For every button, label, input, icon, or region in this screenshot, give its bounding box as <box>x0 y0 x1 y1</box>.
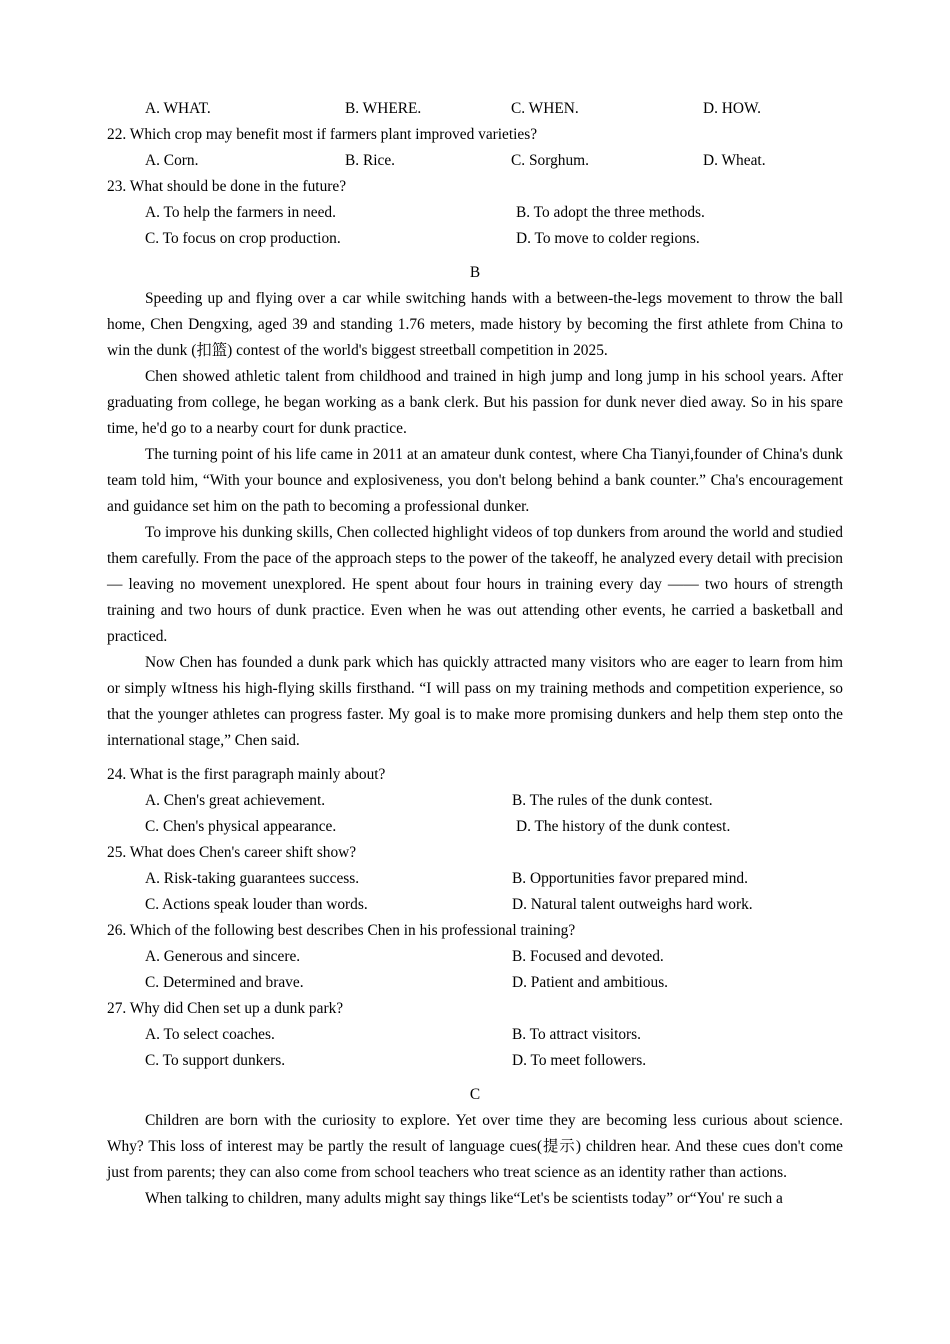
question-26-options-row-2 <box>107 970 843 996</box>
option-d[interactable]: D. To move to colder regions. <box>516 230 700 247</box>
passage-b-paragraph-2: Chen showed athletic talent from childhood and trained in high jump and long jump in his school years. After graduating from college, he began working as a bank clerk. But his passion for dunk never died away. So in his spare time, he'd go to a nearby court for dunk practice. <box>107 368 843 437</box>
option-c[interactable]: C. Determined and brave. <box>145 974 304 991</box>
question-25-options-row-1 <box>107 866 843 892</box>
option-d[interactable]: D. To meet followers. <box>512 1052 647 1069</box>
passage-b-paragraph-5: Now Chen has founded a dunk park which has quickly attracted many visitors who are eager to learn from him or simply wItness his high-flying skills firsthand. “I will pass on my training methods and competition experience, so that the younger athletes can progress faster. My goal is to make more promising dunkers and help them step onto the international stage,” Chen said. <box>107 654 843 749</box>
passage-c-paragraph-2: When talking to children, many adults might say things like“Let's be scientists today” or“You' re such a <box>145 1190 783 1207</box>
option-c[interactable]: C. To support dunkers. <box>145 1052 286 1069</box>
question-26-stem: 26. Which of the following best describes Chen in his professional training? <box>107 922 576 939</box>
option-c[interactable]: C. To focus on crop production. <box>145 230 341 247</box>
question-24-options-row-2 <box>107 814 843 840</box>
option-d[interactable]: D. Natural talent outweighs hard work. <box>512 896 753 913</box>
option-b[interactable]: B. To attract visitors. <box>512 1026 642 1043</box>
option-a[interactable]: A. To help the farmers in need. <box>145 204 336 221</box>
option-d[interactable]: D. HOW. <box>703 100 761 117</box>
question-22-options-row <box>107 148 843 174</box>
page-content <box>107 96 843 1212</box>
question-27-stem: 27. Why did Chen set up a dunk park? <box>107 1000 344 1017</box>
option-a[interactable]: A. Chen's great achievement. <box>145 792 326 809</box>
passage-b-letter: B <box>469 264 481 281</box>
option-a[interactable]: A. To select coaches. <box>145 1026 275 1043</box>
option-b[interactable]: B. Opportunities favor prepared mind. <box>512 870 748 887</box>
option-b[interactable]: B. WHERE. <box>345 100 422 117</box>
question-25-stem: 25. What does Chen's career shift show? <box>107 844 357 861</box>
question-27-options-row-2 <box>107 1048 843 1074</box>
passage-b-paragraph-1: Speeding up and flying over a car while switching hands with a between-the-legs movement to throw the ball home, Chen Dengxing, aged 39 and standing 1.76 meters, made history by becoming the first athlete from China to win the dunk (扣篮) contest of the world's biggest streetball competition in 2025. <box>107 290 843 359</box>
question-27-options-row-1 <box>107 1022 843 1048</box>
option-c[interactable]: C. WHEN. <box>511 100 579 117</box>
question-25-options-row-2 <box>107 892 843 918</box>
option-d[interactable]: D. Patient and ambitious. <box>512 974 669 991</box>
option-c[interactable]: C. Sorghum. <box>511 152 589 169</box>
question-23-options-row-2 <box>107 226 843 252</box>
passage-c-paragraph-1: Children are born with the curiosity to explore. Yet over time they are becoming less curious about science. Why? This loss of interest may be partly the result of language cues(提示) children hear. And these cues don't come just from parents; they can also come from school teachers who treat science as an identity rather than actions. <box>107 1112 843 1181</box>
passage-c-letter: C <box>469 1086 481 1103</box>
spacer <box>107 1074 843 1082</box>
question-26-options-row-1 <box>107 944 843 970</box>
option-a[interactable]: A. WHAT. <box>145 100 211 117</box>
option-a[interactable]: A. Corn. <box>145 152 199 169</box>
option-d[interactable]: D. The history of the dunk contest. <box>516 818 731 835</box>
option-c[interactable]: C. Actions speak louder than words. <box>145 896 368 913</box>
option-b[interactable]: B. Rice. <box>345 152 396 169</box>
question-23-options-row-1 <box>107 200 843 226</box>
passage-b-paragraph-4: To improve his dunking skills, Chen collected highlight videos of top dunkers from around the world and studied them carefully. From the pace of the approach steps to the power of the takeoff, he analyzed every detail with precision — leaving no movement unexplored. He spent about four hours in training every day —— two hours of strength training and two hours of dunk practice. Even when he was out attending other events, he carried a basketball and practiced. <box>107 524 843 645</box>
question-24-stem: 24. What is the first paragraph mainly about? <box>107 766 386 783</box>
option-a[interactable]: A. Risk-taking guarantees success. <box>145 870 360 887</box>
option-d[interactable]: D. Wheat. <box>703 152 766 169</box>
option-c[interactable]: C. Chen's physical appearance. <box>145 818 337 835</box>
option-b[interactable]: B. The rules of the dunk contest. <box>512 792 713 809</box>
question-22-stem: 22. Which crop may benefit most if farmers plant improved varieties? <box>107 126 538 143</box>
spacer <box>107 252 843 260</box>
question-23-stem: 23. What should be done in the future? <box>107 178 347 195</box>
passage-b-paragraph-3: The turning point of his life came in 2011 at an amateur dunk contest, where Cha Tianyi,founder of China's dunk team told him, “With your bounce and explosiveness, you don't belong behind a bank counter.” Cha's encouragement and guidance set him on the path to becoming a professional dunker. <box>107 446 843 515</box>
question-21-options-row <box>107 96 843 122</box>
spacer <box>107 754 843 762</box>
option-b[interactable]: B. To adopt the three methods. <box>516 204 705 221</box>
option-b[interactable]: B. Focused and devoted. <box>512 948 664 965</box>
option-a[interactable]: A. Generous and sincere. <box>145 948 301 965</box>
question-24-options-row-1 <box>107 788 843 814</box>
